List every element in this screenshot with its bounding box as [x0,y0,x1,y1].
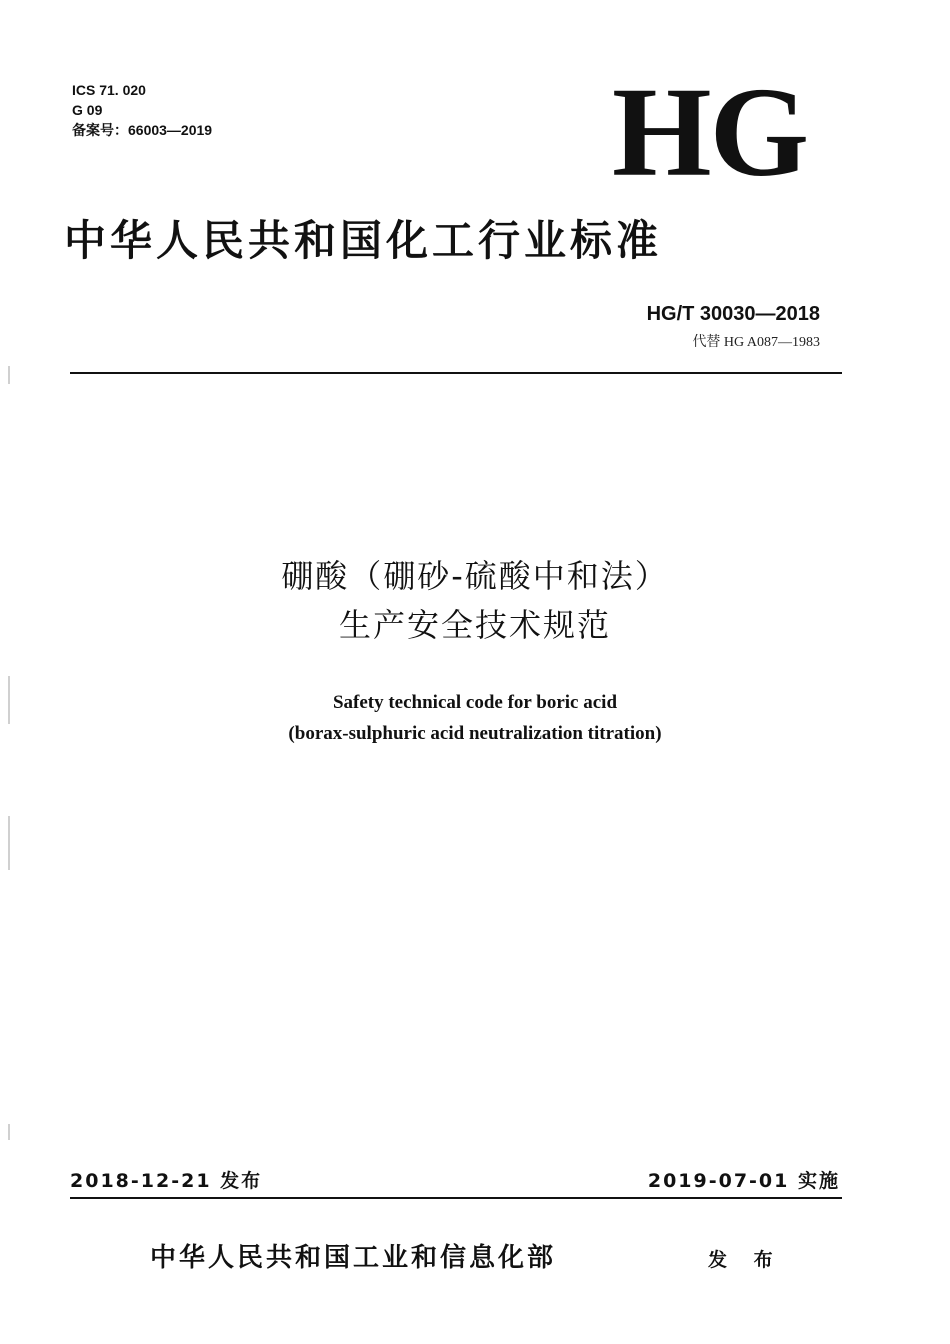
ccs-code: G 09 [72,102,103,118]
filing-number: 备案号：66003—2019 [72,122,213,138]
standard-code: HG/T 30030—2018 [646,303,820,325]
chinese-title-line-1: 硼酸（硼砂-硫酸中和法） [281,557,669,595]
header-divider [70,372,842,374]
standard-type-title: 中华人民共和国化工行业标准 [64,216,663,265]
hg-logo: HG [612,61,808,203]
ics-code: ICS 71. 020 [72,82,146,98]
english-title-line-2: (borax-sulphuric acid neutralization titration) [288,723,662,744]
publisher-name: 中华人民共和国工业和信息化部 [150,1243,557,1273]
scan-mark [8,366,10,384]
english-title-line-1: Safety technical code for boric acid [332,692,618,713]
issue-date: 2018-12-21 发布 [70,1170,263,1192]
replaces-standard: 代替 HG A087—1983 [692,335,820,350]
effective-date: 2019-07-01 实施 [647,1170,840,1192]
publish-label: 发 布 [708,1249,783,1271]
scan-mark [8,816,10,870]
footer-divider [70,1197,842,1199]
scan-mark [8,1124,10,1140]
classification-block [72,80,212,140]
chinese-title-line-2: 生产安全技术规范 [338,606,611,644]
